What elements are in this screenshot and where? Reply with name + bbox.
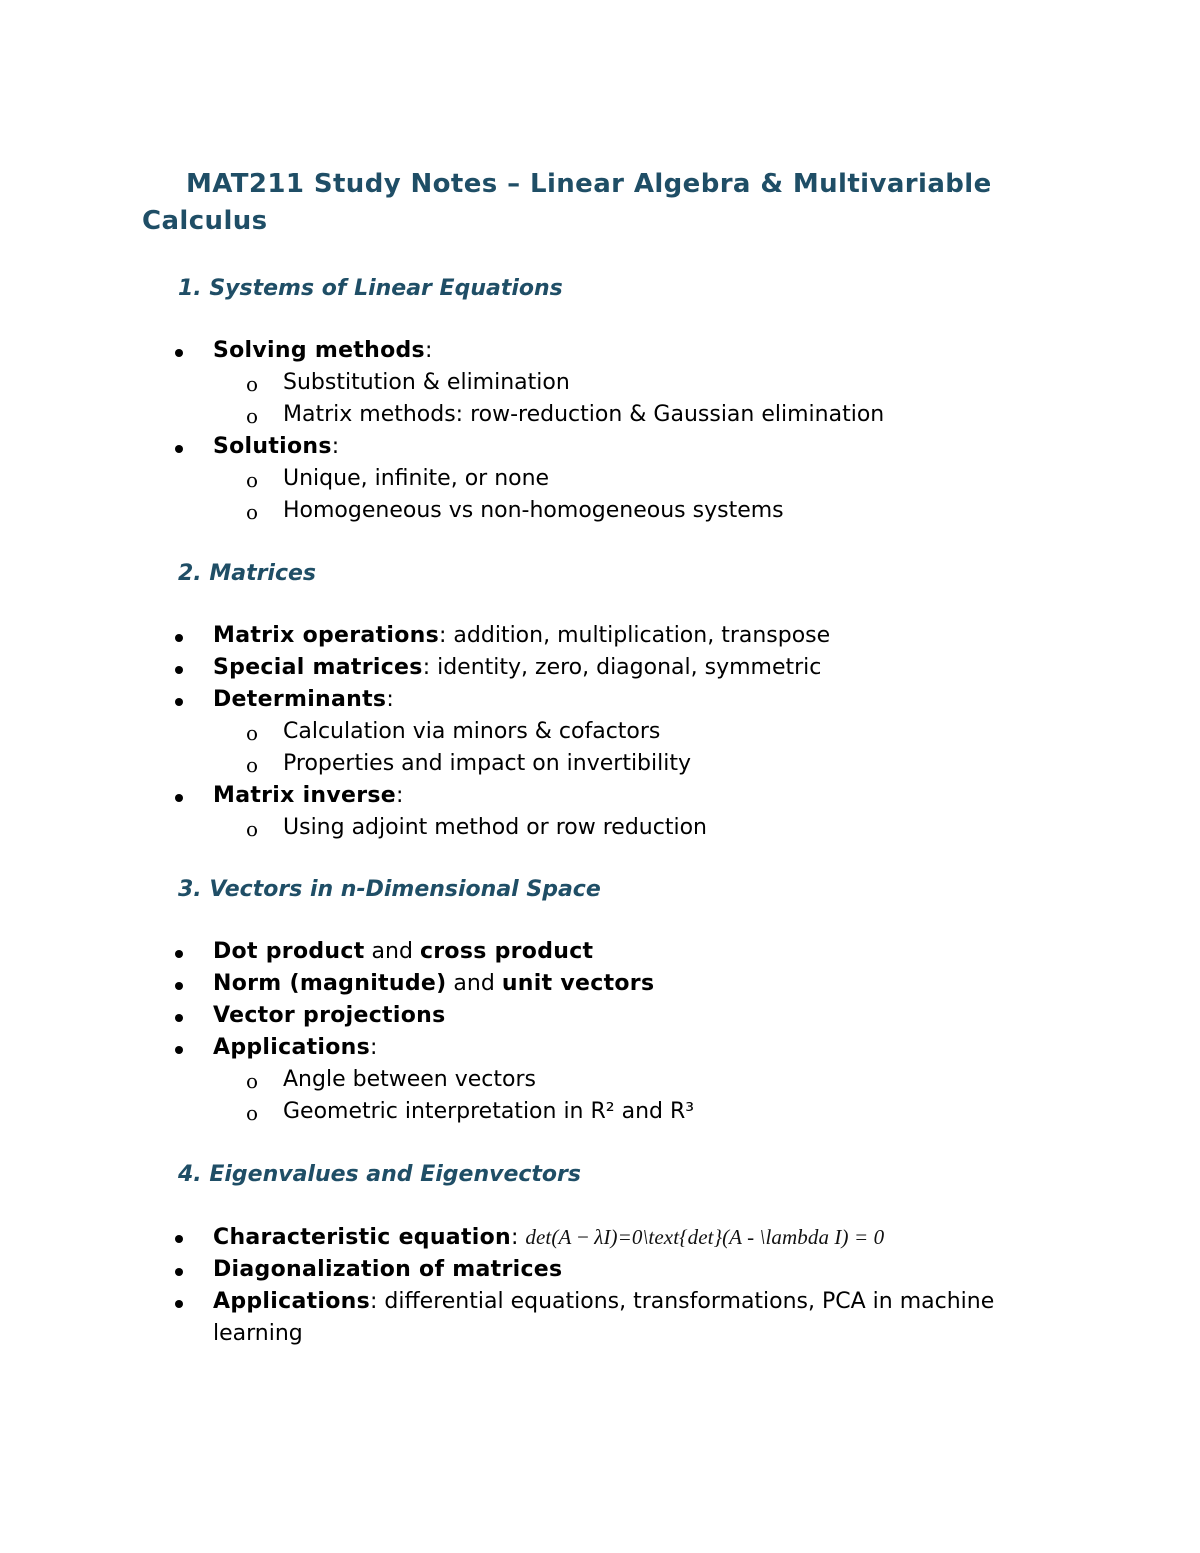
list-item <box>0 620 1073 652</box>
item-text: : addition, multiplication, transpose <box>439 623 831 648</box>
section-heading: 3. Vectors in n-Dimensional Space <box>178 877 601 902</box>
item-text: : <box>396 783 404 808</box>
sub-bullet-icon: o <box>246 1101 259 1125</box>
sub-list-item <box>0 748 1073 780</box>
item-bold-text: Solving methods <box>213 338 425 363</box>
section-heading: 2. Matrices <box>178 561 317 586</box>
sub-list-item <box>0 716 1073 748</box>
bullet-icon <box>175 1235 183 1243</box>
sub-list <box>0 1064 1073 1128</box>
sub-bullet-icon: o <box>246 753 259 777</box>
sub-list-item <box>0 1064 1073 1096</box>
list-item <box>0 1221 1073 1254</box>
bullet-icon <box>175 445 183 453</box>
item-bold-text: Characteristic equation <box>213 1225 511 1250</box>
sub-list-item <box>0 812 1073 844</box>
list-item <box>0 335 1073 431</box>
item-bold-text: Solutions <box>213 434 332 459</box>
sub-list <box>0 716 1073 780</box>
item-bold-text: Norm (magnitude) <box>213 971 447 996</box>
sub-item-text: Calculation via minors & cofactors <box>283 719 661 744</box>
bullet-icon <box>175 666 183 674</box>
item-text: and <box>446 971 502 996</box>
item-bold-text: Special matrices <box>213 655 423 680</box>
sub-item-text: Using adjoint method or row reduction <box>283 815 707 840</box>
bullet-icon <box>175 794 183 802</box>
item-text: : <box>510 1225 526 1250</box>
item-text: : <box>331 434 340 459</box>
bullet-icon <box>175 1046 183 1054</box>
list-item <box>0 780 1073 844</box>
bullet-list <box>0 335 1200 527</box>
sub-list-item <box>0 1096 1073 1128</box>
bullet-icon <box>175 349 183 357</box>
item-bold-text: Matrix operations <box>213 623 440 648</box>
sub-bullet-icon: o <box>246 817 259 841</box>
list-item <box>0 652 1073 684</box>
sub-item-text: Properties and impact on invertibility <box>283 751 691 776</box>
bullet-icon <box>175 698 183 706</box>
list-item <box>0 431 1073 527</box>
list-item <box>0 968 1073 1000</box>
bullet-icon <box>175 950 183 958</box>
item-bold-text: Applications <box>213 1289 371 1314</box>
sub-list-item <box>0 367 1073 399</box>
item-bold-text: unit vectors <box>501 971 655 996</box>
item-bold-text: Diagonalization of matrices <box>213 1257 563 1282</box>
sub-item-text: Matrix methods: row-reduction & Gaussian elimination <box>283 402 885 427</box>
sub-bullet-icon: o <box>246 468 259 492</box>
sub-bullet-icon: o <box>246 404 259 428</box>
sub-item-text: Angle between vectors <box>283 1067 536 1092</box>
sub-item-text: Unique, infinite, or none <box>283 466 550 491</box>
sub-list-item <box>0 463 1073 495</box>
item-bold-text: Applications <box>213 1035 371 1060</box>
list-item <box>0 684 1073 780</box>
sub-bullet-icon: o <box>246 372 259 396</box>
sub-list-item <box>0 495 1073 527</box>
sub-bullet-icon: o <box>246 500 259 524</box>
item-bold-text: Vector projections <box>213 1003 446 1028</box>
item-text: : <box>424 338 433 363</box>
sub-bullet-icon: o <box>246 1069 259 1093</box>
sub-list <box>0 463 1073 527</box>
item-bold-text: Dot product <box>213 939 365 964</box>
section-heading: 4. Eigenvalues and Eigenvectors <box>178 1162 581 1187</box>
item-bold-text: Matrix inverse <box>213 783 397 808</box>
bullet-icon <box>175 634 183 642</box>
item-text: : differential equations, transformations, PCA in machine learning <box>213 1289 995 1346</box>
item-text: : identity, zero, diagonal, symmetric <box>422 655 822 680</box>
item-text: and <box>364 939 420 964</box>
list-item <box>0 1032 1073 1128</box>
item-text: : <box>386 687 394 712</box>
sub-item-text: Substitution & elimination <box>283 370 570 395</box>
sub-item-text: Geometric interpretation in R² and R³ <box>283 1099 695 1124</box>
list-item <box>0 1286 1073 1350</box>
item-bold-text: cross product <box>419 939 594 964</box>
bullet-icon <box>175 982 183 990</box>
bullet-icon <box>175 1300 183 1308</box>
bullet-list <box>0 620 1200 844</box>
bullet-icon <box>175 1268 183 1276</box>
list-item <box>0 936 1073 968</box>
sub-bullet-icon: o <box>246 721 259 745</box>
list-item <box>0 1000 1073 1032</box>
document-title: MAT211 Study Notes – Linear Algebra & Multivariable Calculus <box>142 169 992 236</box>
list-item <box>0 1254 1073 1286</box>
item-text: : <box>370 1035 378 1060</box>
bullet-icon <box>175 1014 183 1022</box>
formula-text: det(A − λI)=0\text{det}(A - \lambda I) = 0 <box>525 1225 885 1249</box>
section-heading: 1. Systems of Linear Equations <box>178 276 563 301</box>
bullet-list <box>0 936 1200 1128</box>
sub-list <box>0 367 1073 431</box>
sub-list <box>0 812 1073 844</box>
sub-item-text: Homogeneous vs non-homogeneous systems <box>283 498 784 523</box>
item-bold-text: Determinants <box>213 687 387 712</box>
sub-list-item <box>0 399 1073 431</box>
bullet-list <box>0 1221 1200 1350</box>
